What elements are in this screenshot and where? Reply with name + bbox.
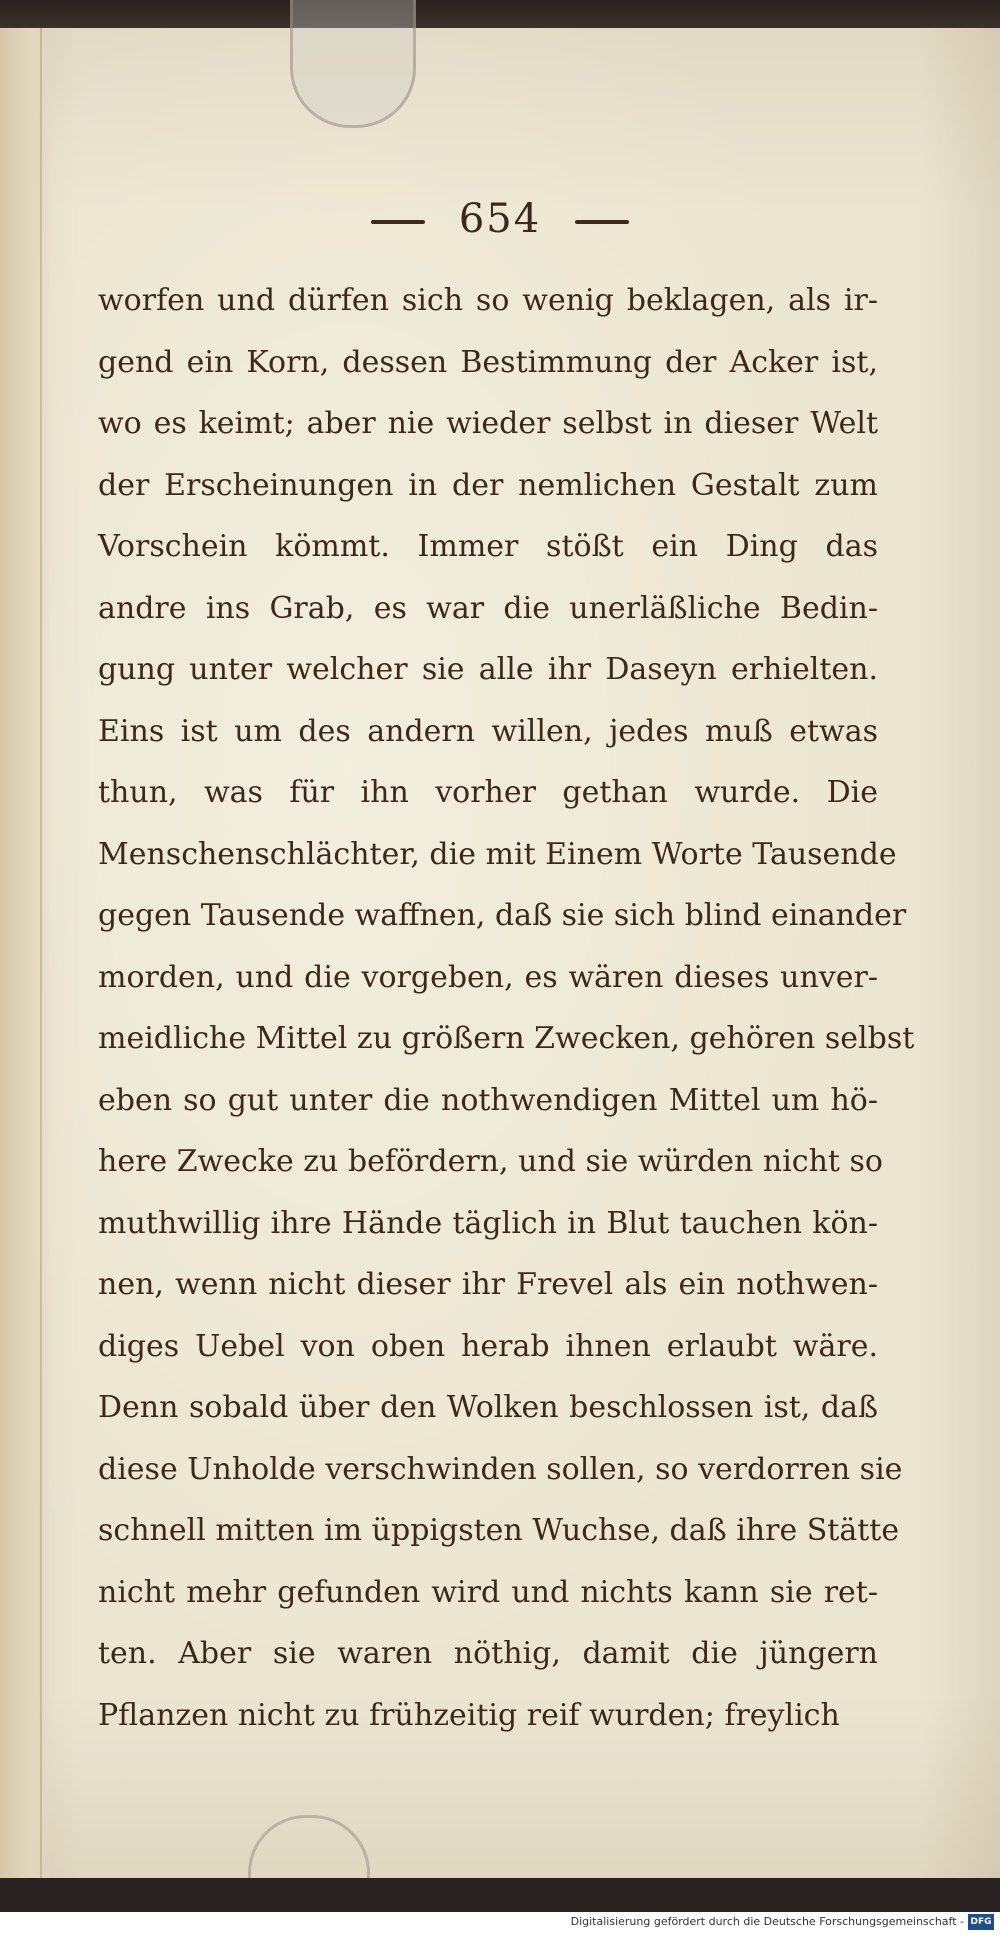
text-line: thun, was für ihn vorher gethan wurde. Die bbox=[98, 775, 878, 810]
text-line: diese Unholde verschwinden sollen, so verdorren sie bbox=[98, 1451, 903, 1487]
header-dash-right bbox=[575, 220, 629, 224]
text-line: gend ein Korn, dessen Bestimmung der Acker ist, bbox=[98, 344, 878, 380]
text-line: worfen und dürfen sich so wenig beklagen, als ir- bbox=[98, 283, 878, 318]
text-line: Menschenschlächter, die mit Einem Worte Tausende bbox=[98, 836, 897, 872]
page-fore-edge bbox=[0, 28, 52, 1878]
text-line: nen, wenn nicht dieser ihr Frevel als ein nothwen- bbox=[98, 1267, 878, 1302]
header-dash-left bbox=[371, 220, 425, 224]
text-line: ten. Aber sie waren nöthig, damit die jüngern bbox=[98, 1636, 878, 1671]
text-line: Eins ist um des andern willen, jedes muß etwas bbox=[98, 713, 878, 749]
funding-credit: Digitalisierung gefördert durch die Deutsche Forschungsgemeinschaft - bbox=[570, 1915, 964, 1928]
text-line: andre ins Grab, es war die unerläßliche Bedin- bbox=[98, 590, 878, 626]
text-line: schnell mitten im üppigsten Wuchse, daß ihre Stätte bbox=[98, 1513, 900, 1548]
text-line: eben so gut unter die nothwendigen Mittel um hö- bbox=[98, 1082, 878, 1118]
text-line: morden, und die vorgeben, es wären dieses unver- bbox=[98, 959, 878, 995]
page-holder-clip-top bbox=[290, 0, 416, 128]
text-line: Pflanzen nicht zu frühzeitig reif wurden; freylich bbox=[98, 1697, 840, 1733]
body-text bbox=[98, 270, 915, 1746]
text-line: Denn sobald über den Wolken beschlossen ist, daß bbox=[98, 1390, 878, 1425]
text-line: gung unter welcher sie alle ihr Daseyn erhielten. bbox=[98, 652, 878, 687]
text-line: wo es keimt; aber nie wieder selbst in dieser Welt bbox=[98, 406, 878, 441]
text-line: der Erscheinungen in der nemlichen Gestalt zum bbox=[98, 467, 878, 503]
text-line: diges Uebel von oben herab ihnen erlaubt wäre. bbox=[98, 1328, 878, 1364]
text-line: here Zwecke zu befördern, und sie würden nicht so bbox=[98, 1144, 883, 1179]
text-line: muthwillig ihre Hände täglich in Blut tauchen kön- bbox=[98, 1205, 878, 1241]
text-line: nicht mehr gefunden wird und nichts kann sie ret- bbox=[98, 1574, 878, 1610]
dfg-logo: DFG bbox=[968, 1914, 994, 1930]
text-line: meidliche Mittel zu größern Zwecken, gehören selbst bbox=[98, 1021, 915, 1056]
top-scan-border bbox=[0, 0, 1000, 30]
page-number: 654 bbox=[458, 196, 542, 242]
page-header bbox=[0, 196, 1000, 242]
text-line: Vorschein kömmt. Immer stößt ein Ding das bbox=[98, 529, 878, 564]
text-line: gegen Tausende waffnen, daß sie sich blind einander bbox=[98, 898, 907, 933]
